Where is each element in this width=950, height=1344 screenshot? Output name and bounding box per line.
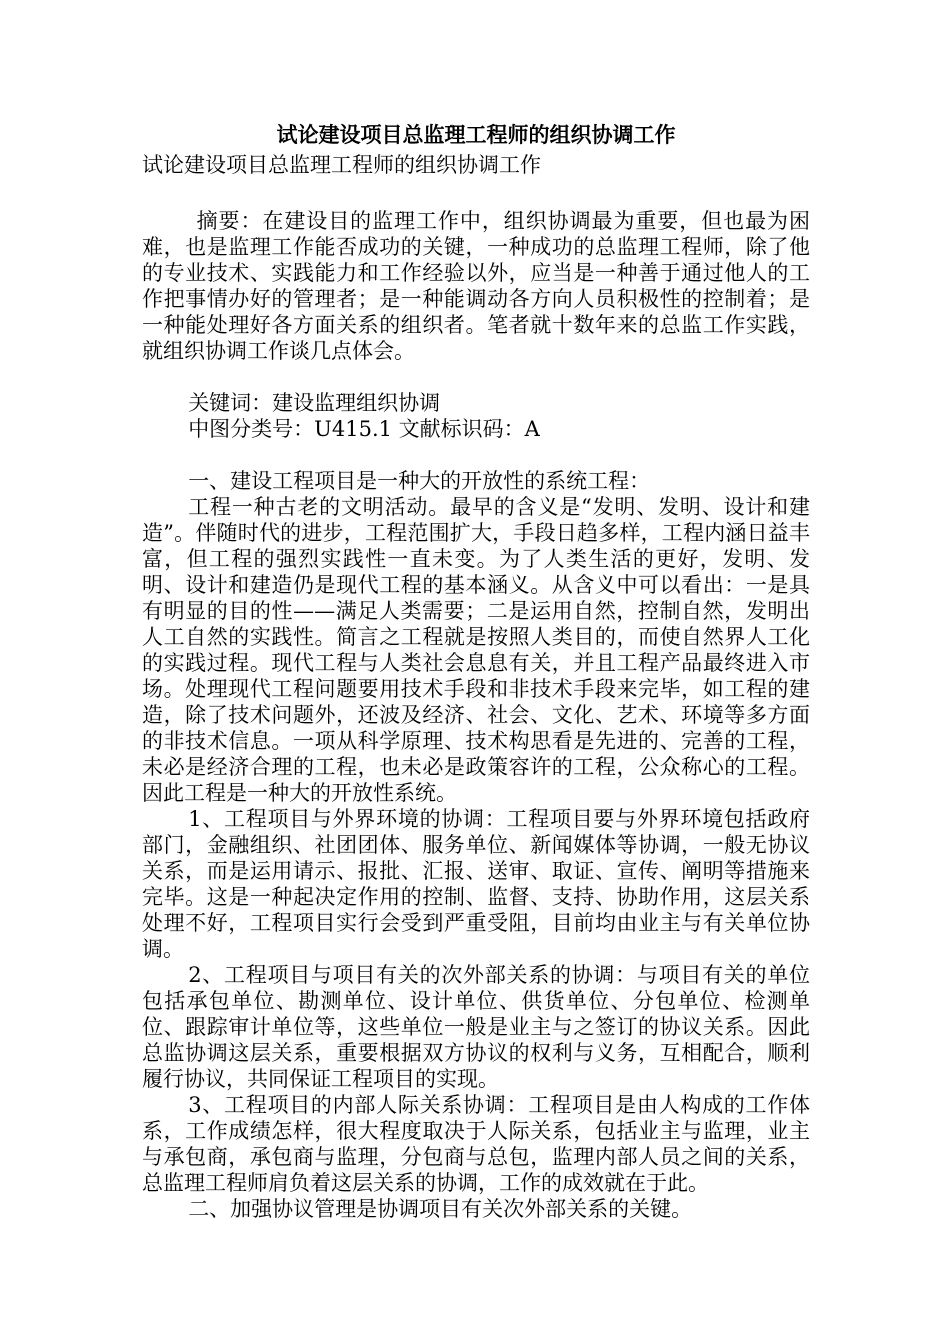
abstract-paragraph: 摘要：在建设目的监理工作中，组织协调最为重要，但也最为困难，也是监理工作能否成功的关键，一种成功的总监理工程师，除了他的专业技术、实践能力和工作经验以外，应当是一种善于通过他人的工作把事情办好的管理者；是一种能调动各方向人员积极性的控制着；是一种能处理好各方面关系的组织者。笔者就十数年来的总监工作实践，就组织协调工作谈几点体会。 bbox=[142, 209, 810, 363]
classification-line: 中图分类号：U415.1 文献标识码：A bbox=[188, 417, 540, 441]
document-subtitle: 试论建设项目总监理工程师的组织协调工作 bbox=[142, 153, 541, 177]
keywords-line: 关键词：建设监理组织协调 bbox=[188, 391, 441, 415]
document-page bbox=[142, 118, 810, 1222]
point-2-paragraph: 2、工程项目与项目有关的次外部关系的协调：与项目有关的单位包括承包单位、勘测单位、设计单位、供货单位、分包单位、检测单位、跟踪审计单位等，这些单位一般是业主与之签订的协议关系。因此总监协调这层关系，重要根据双方协议的权利与义务，互相配合，顺利履行协议，共同保证工程项目的实现。 bbox=[142, 963, 810, 1091]
point-3-paragraph: 3、工程项目的内部人际关系协调：工程项目是由人构成的工作体系，工作成绩怎样，很大程度取决于人际关系，包括业主与监理，业主与承包商，承包商与监理，分包商与总包，监理内部人员之间的关系，总监理工程师肩负着这层关系的协调，工作的成效就在于此。 bbox=[142, 1093, 810, 1195]
section-1-body: 工程一种古老的文明活动。最早的含义是“发明、发明、设计和建造”。伴随时代的进步，工程范围扩大，手段日趋多样，工程内涵日益丰富，但工程的强烈实践性一直未变。为了人类生活的更好，发明、发明、设计和建造仍是现代工程的基本涵义。从含义中可以看出：一是具有明显的目的性——满足人类需要；二是运用自然，控制自然，发明出人工自然的实践性。简言之工程就是按照人类目的，而使自然界人工化的实践过程。现代工程与人类社会息息有关，并且工程产品最终进入市场。处理现代工程问题要用技术手段和非技术手段来完毕，如工程的建造，除了技术问题外，还波及经济、社会、文化、艺术、环境等多方面的非技术信息。一项从科学原理、技术构思看是先进的、完善的工程，未必是经济合理的工程，也未必是政策容许的工程，公众称心的工程。因此工程是一种大的开放性系统。 bbox=[142, 495, 810, 805]
section-2-heading: 二、加强协议管理是协调项目有关次外部关系的关键。 bbox=[188, 1197, 693, 1221]
point-1-paragraph: 1、工程项目与外界环境的协调：工程项目要与外界环境包括政府部门，金融组织、社团团体、服务单位、新闻媒体等协调，一般无协议关系，而是运用请示、报批、汇报、送审、取证、宣传、阐明等措施来完毕。这是一种起决定作用的控制、监督、支持、协助作用，这层关系处理不好，工程项目实行会受到严重受阻，目前均由业主与有关单位协调。 bbox=[142, 807, 810, 961]
document-title: 试论建设项目总监理工程师的组织协调工作 bbox=[276, 123, 676, 147]
section-1-heading: 一、建设工程项目是一种大的开放性的系统工程： bbox=[188, 469, 651, 493]
